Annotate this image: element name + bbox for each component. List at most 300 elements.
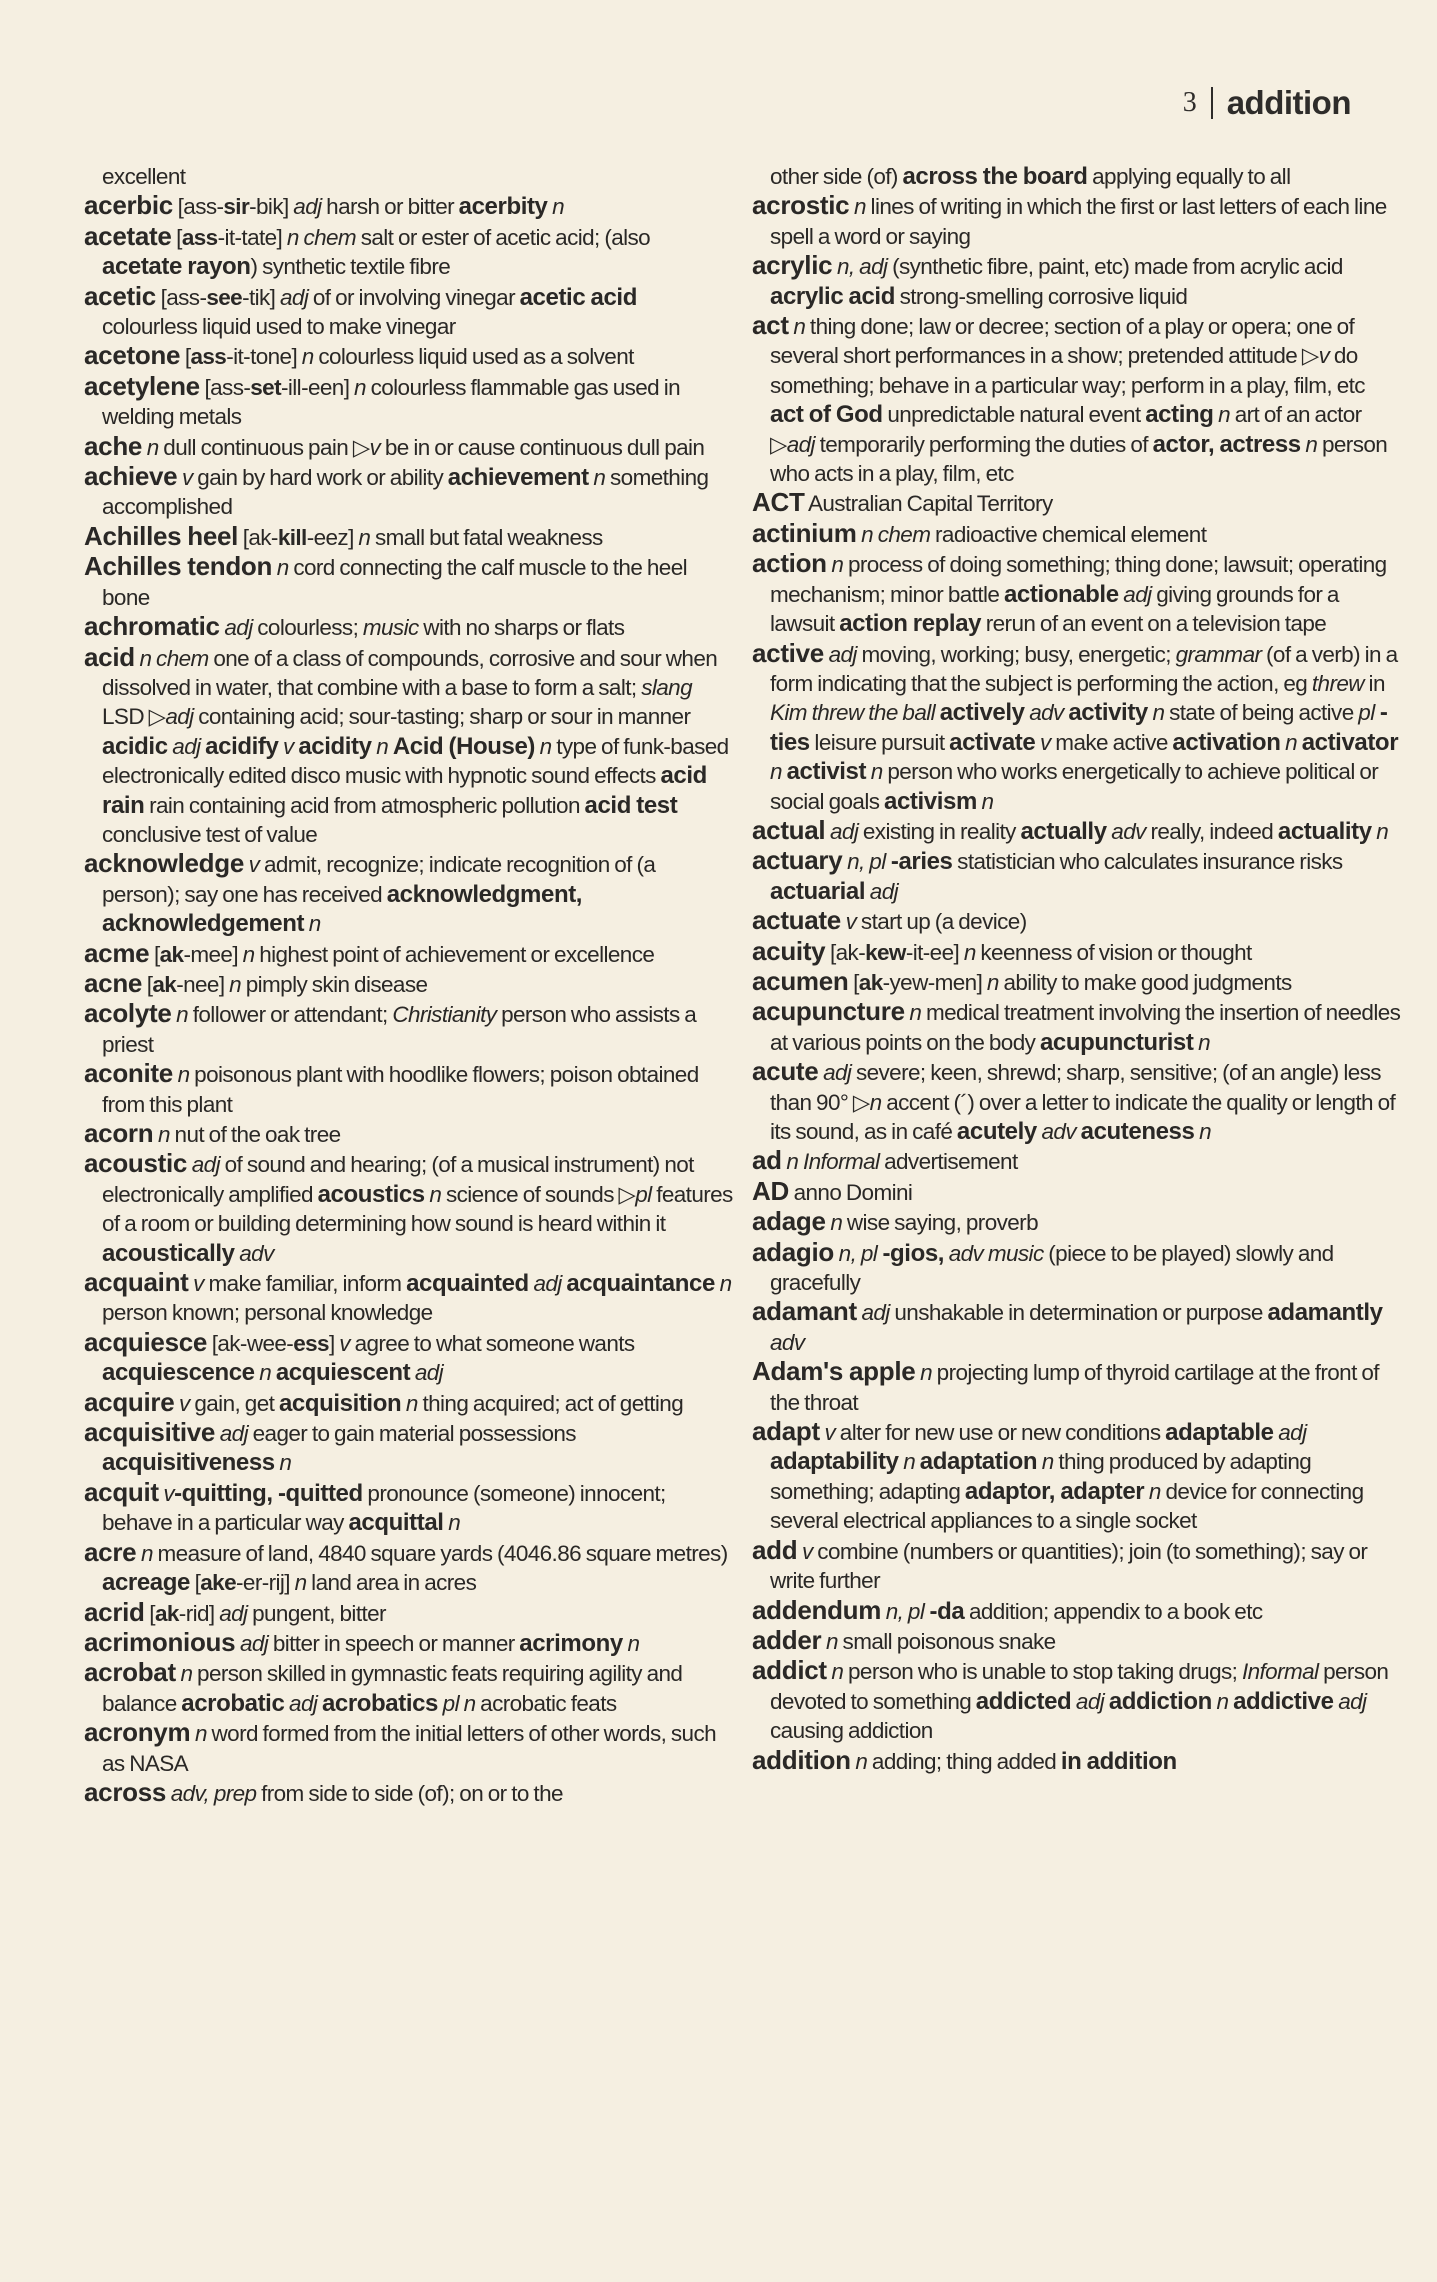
headword: acrid	[84, 1596, 145, 1627]
grammar-label: n chem	[286, 224, 357, 250]
definition-text: small poisonous snake	[837, 1628, 1056, 1654]
definition-text: [	[172, 194, 184, 220]
definition-text: LSD ▷	[102, 704, 166, 730]
derived-form: addicted	[975, 1687, 1072, 1715]
grammar-label: v	[248, 852, 260, 878]
stress-syllable: ak	[154, 1600, 179, 1626]
grammar-label: v	[181, 465, 193, 491]
headword: acre	[84, 1536, 137, 1567]
headword: actual	[752, 814, 826, 845]
dictionary-entry	[752, 967, 1402, 997]
headword: Adam's apple	[752, 1356, 916, 1387]
definition-text: person devoted to something	[770, 1659, 1389, 1714]
definition-text: excellent	[102, 164, 186, 189]
definition-text: -eez]	[306, 524, 359, 550]
derived-form: acrylic acid	[770, 282, 895, 310]
grammar-label: pl	[1358, 700, 1375, 726]
definition-text: poisonous plant with hoodlike flowers; poison obtained from this plant	[102, 1062, 699, 1117]
grammar-label: n	[986, 969, 999, 995]
grammar-label: Informal	[1241, 1659, 1319, 1685]
definition-text: person who works energetically to achieve political or social goals	[770, 759, 1379, 814]
grammar-label: n	[853, 194, 866, 220]
grammar-label: n	[920, 1360, 932, 1386]
definition-text: dull continuous pain ▷	[158, 434, 370, 460]
definition-text: bitter in speech or manner	[268, 1630, 520, 1656]
dictionary-entry	[84, 462, 734, 522]
headword: actinium	[752, 517, 857, 548]
definition-text: person who is unable to stop taking drugs;	[843, 1659, 1242, 1685]
headword: acquire	[84, 1386, 175, 1417]
grammar-label: n	[157, 1122, 170, 1147]
headword: achromatic	[84, 611, 220, 642]
definition-text: ability to make good judgments	[998, 969, 1292, 995]
definition-text: nut of the oak tree	[169, 1122, 341, 1147]
grammar-label: n	[588, 465, 606, 491]
headword: addendum	[752, 1594, 882, 1625]
definition-text: science of sounds ▷	[441, 1181, 636, 1207]
headword: acquiesce	[84, 1326, 208, 1357]
definition-text: device for connecting several electrical appliances to a single socket	[770, 1478, 1364, 1534]
definition-text: -rid]	[178, 1600, 220, 1626]
headword: acetylene	[84, 370, 200, 401]
grammar-label: slang	[641, 674, 692, 700]
definition-text: -mee]	[183, 941, 243, 967]
dictionary-entry	[752, 1596, 1402, 1626]
definition-text: -yew-men]	[882, 969, 987, 995]
grammar-label: adv	[770, 1329, 805, 1355]
stress-syllable: set	[250, 374, 281, 400]
definition-text: person known; personal knowledge	[102, 1300, 433, 1326]
grammar-label: n	[793, 314, 806, 340]
dictionary-entry	[752, 311, 1402, 488]
derived-form: adaptor, adapter	[964, 1477, 1145, 1505]
definition-text: type of funk-based electronically edited disco music with hypnotic sound effects	[102, 733, 729, 789]
definition-text: pronounce (someone) innocent; behave in a particular way	[102, 1480, 666, 1536]
definition-text: make familiar, inform	[203, 1271, 407, 1297]
grammar-label: adj	[1333, 1688, 1367, 1714]
dictionary-entry	[752, 1057, 1402, 1146]
definition-text: (piece to be played) slowly and gracefully	[770, 1240, 1334, 1296]
stress-syllable: ak	[159, 941, 184, 967]
grammar-label: v	[845, 909, 857, 935]
derived-form: acquisition	[278, 1389, 402, 1417]
definition-text: adding; thing added	[867, 1748, 1061, 1774]
grammar-label: adj	[293, 194, 322, 220]
grammar-label: adv	[234, 1240, 274, 1266]
definition-text: -nee]	[176, 971, 230, 997]
derived-form: activity	[1068, 699, 1148, 727]
dictionary-entry	[84, 612, 734, 642]
definition-text: highest point of achievement or excellence	[254, 941, 655, 967]
derived-form: -ties	[770, 699, 1388, 756]
definition-text: be in or cause continuous dull pain	[380, 434, 705, 460]
grammar-label: pl	[635, 1181, 652, 1207]
definition-text: in	[1363, 670, 1385, 696]
grammar-label: n	[830, 1210, 843, 1236]
headword: acorn	[84, 1118, 154, 1148]
grammar-label: n	[1371, 818, 1389, 844]
definition-text: anno Domini	[788, 1179, 913, 1205]
derived-form: adaptation	[919, 1448, 1038, 1476]
headword: ad	[752, 1145, 782, 1176]
headword: aconite	[84, 1058, 173, 1089]
definition-text: -ill-een]	[280, 374, 355, 400]
headword: acuity	[752, 935, 826, 966]
grammar-label: n	[194, 1721, 207, 1747]
grammar-label: n, pl	[885, 1598, 925, 1624]
definition-text: person who acts in a play, film, etc	[770, 431, 1388, 487]
grammar-label: n	[869, 1089, 882, 1115]
definition-text: leisure pursuit	[809, 729, 950, 755]
definition-text: admit, recognize; indicate recognition of (a person); say one has received	[102, 852, 656, 907]
grammar-label: adj	[165, 704, 194, 730]
grammar-label: n	[714, 1271, 732, 1297]
definition-text: advertisement	[879, 1149, 1018, 1175]
definition-text: combine (numbers or quantities); join (to something); say or write further	[770, 1538, 1368, 1594]
dictionary-entry	[84, 1538, 734, 1598]
derived-form: acetic acid	[519, 283, 637, 311]
dictionary-entry	[752, 1146, 1402, 1176]
stress-syllable: ass	[190, 344, 227, 370]
derived-form: in addition	[1060, 1747, 1177, 1775]
grammar-label: adv	[1024, 700, 1069, 726]
dictionary-entry	[752, 191, 1402, 251]
headword: active	[752, 637, 824, 668]
definition-text: pungent, bitter	[247, 1600, 386, 1626]
definition-text: alter for new use or new conditions	[835, 1420, 1166, 1446]
derived-form: -aries	[885, 848, 953, 876]
grammar-label: v	[369, 434, 381, 460]
definition-text: of or involving vinegar	[308, 284, 520, 310]
definition-text: statistician who calculates insurance risks	[952, 849, 1343, 875]
headword: acknowledge	[84, 848, 244, 879]
headword: acolyte	[84, 998, 172, 1029]
grammar-label: pl n	[438, 1690, 476, 1716]
headword: adder	[752, 1624, 822, 1655]
definition-text: strong-smelling corrosive liquid	[894, 283, 1188, 309]
grammar-label: adj	[861, 1300, 890, 1326]
grammar-label: n	[535, 733, 552, 759]
grammar-label: adj	[280, 284, 309, 310]
dictionary-entry	[84, 1598, 734, 1628]
dictionary-entry	[752, 997, 1402, 1057]
derived-form: activation	[1172, 728, 1281, 756]
dictionary-entry	[752, 639, 1402, 816]
definition-text: temporarily performing the duties of	[814, 431, 1153, 457]
dictionary-entry	[752, 1417, 1402, 1536]
entry-continuation	[752, 162, 1402, 191]
headword: acrylic	[752, 250, 833, 281]
dictionary-entry	[752, 1536, 1402, 1596]
definition-text: -tik]	[242, 284, 280, 310]
headword: achieve	[84, 461, 178, 492]
definition-text: ]	[328, 1330, 340, 1356]
headword: acquisitive	[84, 1417, 216, 1448]
dictionary-entry	[752, 251, 1402, 311]
grammar-label: n	[622, 1630, 640, 1656]
grammar-label: adj	[224, 615, 253, 641]
dictionary-entry	[84, 1119, 734, 1149]
grammar-label: n	[294, 1570, 307, 1596]
derived-form: acquiescence	[102, 1359, 255, 1387]
headword: acoustic	[84, 1148, 188, 1179]
grammar-label: n	[770, 759, 787, 785]
derived-form: acutely	[956, 1118, 1037, 1145]
grammar-label: n	[1037, 1449, 1054, 1475]
headword: acquaint	[84, 1267, 189, 1298]
derived-form: -da	[924, 1597, 965, 1625]
grammar-label: n	[146, 434, 159, 460]
definition-text: person skilled in gymnastic feats requiring agility and balance	[102, 1661, 683, 1716]
derived-form: acting	[1145, 401, 1214, 429]
guide-word: addition	[1226, 84, 1351, 121]
grammar-label: n	[304, 911, 321, 937]
dictionary-entry	[752, 1238, 1402, 1298]
grammar-label: n	[140, 1540, 153, 1566]
definition-text: really, indeed	[1145, 818, 1278, 844]
derived-form: acquiescent	[275, 1359, 411, 1387]
grammar-label: music	[362, 615, 419, 641]
derived-form: acquaintance	[566, 1270, 715, 1298]
grammar-label: n	[866, 759, 883, 785]
grammar-label: adj	[167, 733, 206, 759]
definition-text: of sound and hearing; (of a musical instrument) not electronically amplified	[102, 1152, 694, 1207]
grammar-label: v	[193, 1271, 204, 1297]
dictionary-entry	[752, 1626, 1402, 1656]
dictionary-entry	[84, 341, 734, 371]
grammar-label: adj	[219, 1421, 248, 1447]
headword: acetic	[84, 280, 156, 311]
headword: adapt	[752, 1416, 820, 1447]
grammar-label: n chem	[861, 521, 931, 547]
grammar-label: adv	[1106, 818, 1146, 844]
definition-text: process of doing something; thing done; lawsuit; operating mechanism; minor battle	[770, 552, 1387, 607]
dictionary-entry	[84, 432, 734, 462]
stress-syllable: ake	[200, 1570, 237, 1596]
headword: acetone	[84, 340, 181, 371]
dictionary-entry	[84, 522, 734, 552]
grammar-label: adv music	[944, 1240, 1044, 1266]
derived-form: achievement	[447, 464, 589, 492]
definition-text: [ak-wee-	[207, 1330, 294, 1356]
headword: acrimonious	[84, 1626, 236, 1657]
grammar-label: n	[176, 1002, 189, 1028]
grammar-label: v	[179, 1390, 190, 1416]
entry-continuation	[84, 162, 734, 191]
definition-text: thing acquired; act of getting	[417, 1390, 684, 1416]
grammar-label: adj	[828, 641, 857, 667]
headword: add	[752, 1534, 798, 1565]
headword: actuate	[752, 905, 841, 936]
headword: acrostic	[752, 190, 850, 221]
grammar-label: threw	[1311, 670, 1364, 696]
derived-form: actuarial	[770, 877, 866, 905]
grammar-label: adj	[219, 1600, 248, 1626]
headword: acne	[84, 967, 143, 998]
grammar-label: v	[1035, 729, 1051, 755]
dictionary-entry	[84, 1388, 734, 1418]
derived-form: acerbity	[458, 193, 548, 221]
grammar-label: n	[1300, 431, 1318, 457]
dictionary-entry	[84, 222, 734, 282]
grammar-label: v	[339, 1330, 350, 1356]
derived-form: adaptability	[770, 1448, 899, 1476]
grammar-label: v	[824, 1420, 836, 1446]
grammar-label: adj	[823, 1060, 852, 1086]
grammar-label: n	[547, 194, 565, 220]
grammar-label: n	[177, 1062, 190, 1088]
dictionary-entry	[84, 1628, 734, 1658]
grammar-label: n	[831, 1659, 844, 1685]
definition-text: wise saying, proverb	[842, 1210, 1038, 1236]
definition-text: ) synthetic textile fibre	[250, 254, 451, 280]
definition-text: land area in acres	[306, 1570, 477, 1596]
dictionary-entry	[752, 1746, 1402, 1776]
derived-form: across the board	[902, 163, 1088, 190]
derived-form: acquainted	[406, 1270, 529, 1298]
dictionary-entry	[84, 282, 734, 342]
headword: acupuncture	[752, 996, 905, 1027]
headword: ACT	[752, 487, 805, 518]
grammar-label: n	[371, 733, 393, 759]
derived-form: activator	[1301, 728, 1399, 756]
grammar-label: n	[301, 344, 314, 370]
page-number: 3	[1182, 86, 1197, 118]
derived-form: acquisitiveness	[102, 1449, 275, 1477]
dictionary-entry	[752, 816, 1402, 846]
dictionary-entry	[752, 549, 1402, 638]
definition-text: giving grounds for a lawsuit	[770, 581, 1339, 637]
grammar-label: n	[976, 788, 994, 814]
grammar-label: adj	[528, 1271, 567, 1297]
definition-text: small but fatal weakness	[370, 524, 603, 550]
headword: addict	[752, 1655, 827, 1686]
dictionary-entry	[752, 937, 1402, 967]
headword: ache	[84, 430, 143, 461]
headword: Achilles heel	[84, 520, 239, 551]
derived-form: actively	[939, 699, 1025, 727]
grammar-label: adj	[284, 1690, 322, 1716]
grammar-label: adj	[1273, 1420, 1307, 1446]
definition-text: [ass-	[155, 284, 207, 310]
grammar-label: n	[401, 1390, 418, 1416]
definition-text: -it-tate]	[217, 224, 287, 250]
definition-text: causing addiction	[770, 1718, 933, 1744]
dictionary-entry	[84, 1268, 734, 1328]
grammar-label: n	[276, 555, 289, 581]
definition-text: (synthetic fibre, paint, etc) made from acrylic acid	[887, 254, 1343, 280]
definition-text: state of being active	[1164, 700, 1359, 726]
dictionary-entry	[84, 552, 734, 612]
grammar-label: adv	[1036, 1119, 1081, 1144]
definition-text: follower or attendant;	[188, 1002, 393, 1028]
grammar-label: adv, prep	[170, 1780, 257, 1806]
stress-syllable: ess	[293, 1330, 329, 1356]
grammar-label: n	[180, 1661, 193, 1687]
definition-text: something accomplished	[102, 465, 709, 520]
definition-text: -er-rij]	[236, 1570, 295, 1596]
definition-text: measure of land, 4840 square yards (4046.86 square metres)	[152, 1540, 728, 1566]
dictionary-entry	[752, 846, 1402, 906]
grammar-label: v	[163, 1480, 175, 1506]
dictionary-entry	[752, 906, 1402, 936]
definition-text: features of a room or building determining how sound is heard within it	[102, 1181, 733, 1237]
derived-form: acoustically	[102, 1239, 235, 1267]
headword: AD	[752, 1175, 789, 1206]
grammar-label: adj	[1071, 1688, 1109, 1714]
dictionary-entry	[84, 1418, 734, 1478]
definition-text: moving, working; busy, energetic;	[856, 641, 1176, 667]
derived-form: acreage	[102, 1569, 190, 1597]
dictionary-entry	[752, 1357, 1402, 1417]
definition-text: rerun of an event on a television tape	[981, 611, 1327, 637]
derived-form: act of God	[770, 401, 883, 429]
grammar-label: n	[831, 552, 844, 578]
grammar-label: n, pl	[838, 1240, 878, 1266]
grammar-label: n	[424, 1181, 442, 1207]
dictionary-entry	[84, 939, 734, 969]
definition-text: pimply skin disease	[241, 971, 428, 997]
grammar-label: Christianity	[392, 1002, 497, 1028]
headword: acetate	[84, 220, 172, 251]
grammar-label: n, pl	[847, 849, 886, 875]
derived-form: -quitting, -quitted	[174, 1479, 363, 1507]
stress-syllable: ak	[858, 969, 883, 995]
running-head	[1183, 86, 1351, 119]
dictionary-entry	[84, 1149, 734, 1268]
definition-text: gain, get	[189, 1390, 279, 1416]
derived-form: acoustics	[317, 1180, 425, 1208]
grammar-label: n, adj	[836, 254, 888, 280]
definition-text: addition; appendix to a book etc	[964, 1598, 1263, 1624]
dictionary-entry	[84, 1478, 734, 1538]
definition-text: radioactive chemical element	[930, 521, 1207, 547]
dictionary-entry	[84, 969, 734, 999]
definition-text: colourless flammable gas used in welding metals	[102, 374, 681, 430]
derived-form: acetate rayon	[102, 253, 251, 281]
left-column	[84, 162, 734, 1808]
stress-syllable: ass	[181, 224, 218, 250]
definition-text: containing acid; sour-tasting; sharp or sour in manner	[193, 704, 691, 730]
stress-syllable: sir	[223, 194, 250, 220]
grammar-label: n chem	[139, 645, 209, 671]
definition-text: -it-tone]	[226, 344, 302, 370]
definition-text: harsh or bitter	[321, 194, 459, 220]
definition-text: from side to side (of); on or to the	[256, 1780, 563, 1806]
derived-form: addiction	[1108, 1687, 1212, 1715]
dictionary-entry	[84, 372, 734, 432]
grammar-label: n Informal	[786, 1149, 880, 1175]
derived-form: actually	[1020, 817, 1107, 845]
headword: act	[752, 310, 789, 341]
definition-text: [	[848, 969, 859, 995]
definition-text: Australian Capital Territory	[804, 491, 1053, 517]
definition-text: existing in reality	[858, 818, 1021, 844]
grammar-label: adj	[830, 818, 859, 844]
headword: across	[84, 1776, 167, 1807]
grammar-label: adj	[239, 1630, 269, 1656]
definition-text: [	[180, 344, 191, 370]
dictionary-entry	[752, 1207, 1402, 1237]
definition-text: lines of writing in which the first or last letters of each line spell a word or saying	[770, 194, 1387, 249]
definition-text: eager to gain material possessions	[247, 1421, 576, 1447]
derived-form: activist	[786, 758, 867, 786]
headword: actuary	[752, 845, 843, 876]
grammar-label: v	[278, 733, 299, 759]
stress-syllable: see	[206, 284, 243, 310]
definition-text: cord connecting the calf muscle to the heel bone	[102, 555, 688, 610]
definition-text: (of a verb) in a form indicating that the subject is performing the action, eg	[770, 641, 1398, 696]
